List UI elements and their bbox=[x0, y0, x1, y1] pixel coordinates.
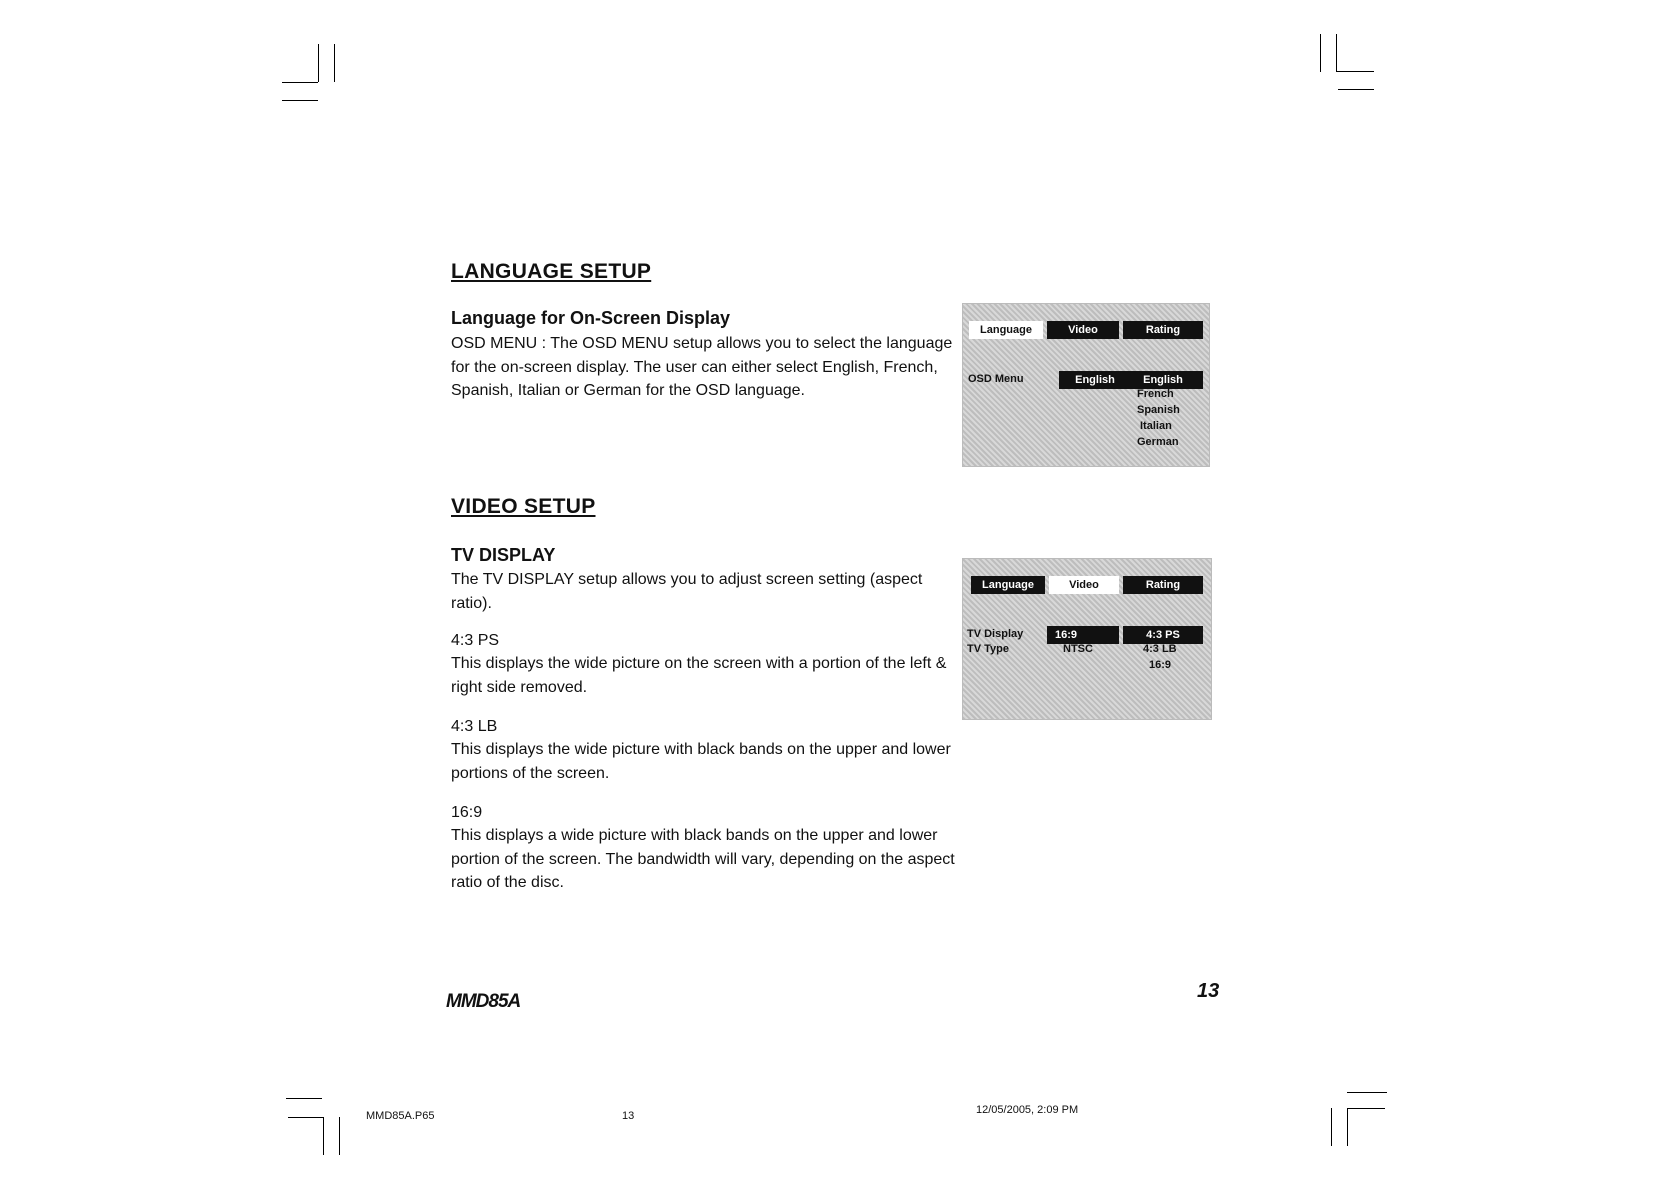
page-number: 13 bbox=[1197, 980, 1220, 1002]
osd-tab-video: Video bbox=[1047, 321, 1119, 339]
osd-menu-option: English bbox=[1123, 371, 1203, 389]
osd-tab-rating: Rating bbox=[1123, 321, 1203, 339]
tv-display-option: 4:3 LB bbox=[1143, 643, 1177, 655]
osd-menu-option: French bbox=[1137, 388, 1174, 400]
print-page-number: 13 bbox=[622, 1110, 635, 1122]
osd-tab-language: Language bbox=[971, 576, 1045, 594]
language-osd-subheading: Language for On-Screen Display bbox=[451, 308, 731, 328]
tv-display-row-label: TV Display bbox=[967, 628, 1024, 640]
tv-type-row-label: TV Type bbox=[967, 643, 1009, 655]
osd-menu-option: German bbox=[1137, 436, 1179, 448]
tv-display-intro: The TV DISPLAY setup allows you to adjust screen setting (aspect ratio). bbox=[451, 571, 923, 612]
osd-tab-rating: Rating bbox=[1123, 576, 1203, 594]
tv-type-current-value: NTSC bbox=[1063, 643, 1093, 655]
osd-video-screenshot bbox=[962, 558, 1212, 720]
print-file-name: MMD85A.P65 bbox=[366, 1110, 435, 1122]
osd-language-screenshot bbox=[962, 303, 1210, 467]
tv-display-option: 4:3 PS bbox=[1123, 626, 1203, 644]
osd-menu-option: Italian bbox=[1140, 420, 1172, 432]
tv-display-subheading: TV DISPLAY bbox=[451, 545, 556, 565]
option-desc-4-3-ps: This displays the wide picture on the screen with a portion of the left & right side removed. bbox=[451, 655, 947, 696]
osd-tab-video: Video bbox=[1049, 576, 1119, 594]
model-name: MMD85A bbox=[446, 991, 521, 1012]
osd-menu-row-label: OSD Menu bbox=[968, 373, 1024, 385]
print-datetime: 12/05/2005, 2:09 PM bbox=[976, 1104, 1079, 1116]
osd-menu-current-value: English bbox=[1059, 371, 1131, 389]
option-desc-4-3-lb: This displays the wide picture with black bands on the upper and lower portions of the screen. bbox=[451, 741, 951, 782]
tv-display-current-value: 16:9 bbox=[1047, 626, 1119, 644]
option-label-16-9: 16:9 bbox=[451, 804, 483, 821]
language-setup-heading: LANGUAGE SETUP bbox=[451, 260, 652, 283]
option-label-4-3-ps: 4:3 PS bbox=[451, 632, 500, 649]
osd-tab-language: Language bbox=[969, 321, 1043, 339]
language-osd-body: OSD MENU : The OSD MENU setup allows you to select the language for the on-screen display. The user can either select English, French, Spanish, Italian or German for the OSD language. bbox=[451, 335, 953, 399]
option-label-4-3-lb: 4:3 LB bbox=[451, 718, 498, 735]
option-desc-16-9: This displays a wide picture with black bands on the upper and lower portion of the screen. The bandwidth will vary, depending on the aspect ratio of the disc. bbox=[451, 827, 955, 891]
tv-display-option: 16:9 bbox=[1149, 659, 1172, 671]
osd-menu-option: Spanish bbox=[1137, 404, 1180, 416]
video-setup-heading: VIDEO SETUP bbox=[451, 495, 596, 518]
